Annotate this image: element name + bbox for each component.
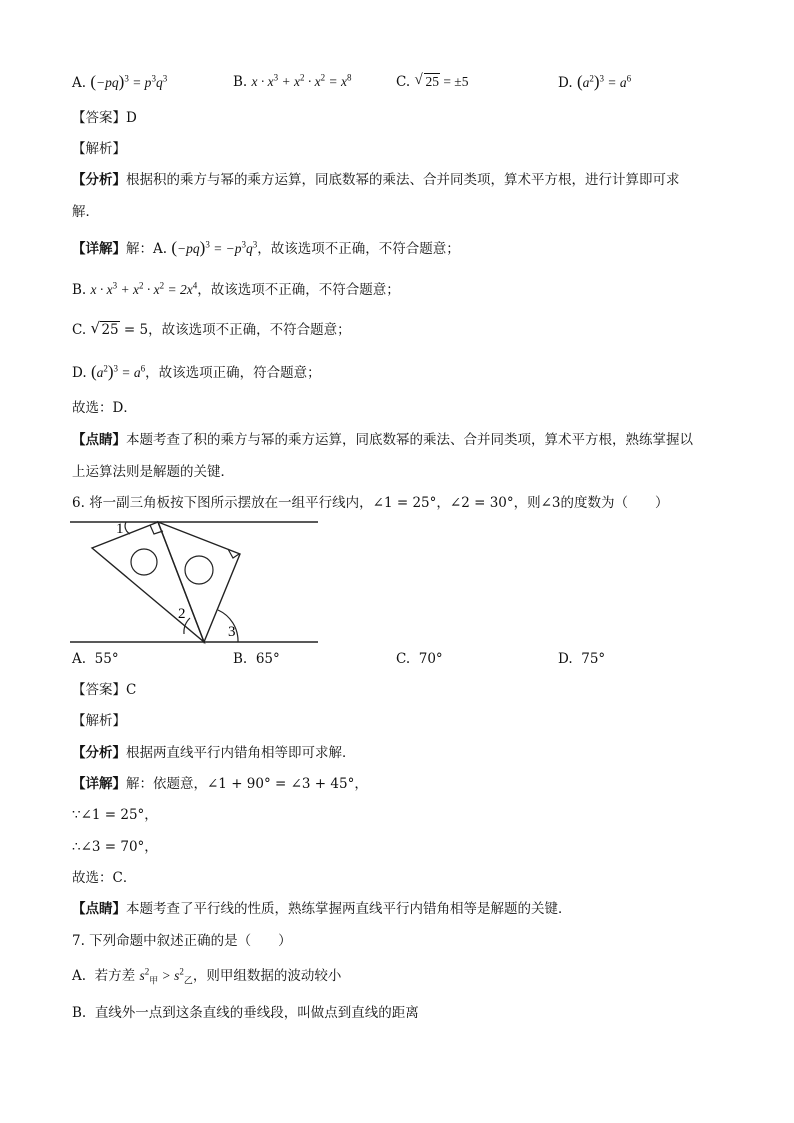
q6-dianjing-text: 本题考查了平行线的性质，熟练掌握两直线平行内错角相等是解题的关键． [126,901,572,917]
q6-fenxi [72,743,356,763]
q5-answer: 【答案】D [72,110,137,126]
q6-option-b-value: 65° [255,651,280,667]
q7-option-a-text2: ，则甲组数据的波动较小 [192,968,342,984]
angle2-label: 2 [178,606,186,622]
q5-dianjing-line1 [72,430,693,450]
q6-option-c [396,649,443,669]
q6-option-b [233,649,280,669]
q5-option-d-label: D. [558,75,573,91]
q5-option-d [558,72,631,93]
q5-xiangjie-d-label: D. [72,365,87,381]
q6-question: 6. 将一副三角板按下图所示摆放在一组平行线内，∠1 = 25°，∠2 = 30°，则∠3的度数为（ ） [72,495,669,511]
q6-analysis-heading: 【解析】 [72,713,126,729]
q6-choose: 故选：C． [72,870,137,886]
q5-option-d-expr: $(a^2)^3 = a^6$ [576,72,632,91]
q7-option-a-sub1: 甲 [149,975,159,986]
angle1-label: 1 [116,521,124,537]
q5-xiangjie-c-label: C. [72,322,87,338]
q6-option-c-value: 70° [418,651,443,667]
q5-xiangjie-b [72,280,400,300]
q5-dianjing-line2: 上运算法则是解题的关键． [72,464,234,480]
q7-option-a-expr: $s^2_甲 > s^2_乙$ [139,966,193,986]
q7-option-a-label: A. [72,968,87,984]
q5-dianjing-text1: 本题考查了积的乘方与幂的乘方运算，同底数幂的乘法、合并同类项，算术平方根，熟练掌握以 [126,432,693,448]
q6-option-a-value: 55° [94,651,119,667]
q5-xiangjie-prefix: 解：A. [126,241,168,257]
q6-figure [70,514,330,648]
q5-fenxi-tag: 【分析】 [72,172,126,188]
q5-option-c-expr: √ 25 = ±5 [414,74,468,89]
q6-xiangjie [72,774,368,794]
q6-fenxi-tag: 【分析】 [72,745,126,761]
q6-option-a-label: A. [72,651,87,667]
q6-option-c-label: C. [396,651,411,667]
q7-option-b-text: 直线外一点到这条直线的垂线段，叫做点到直线的距离 [94,1005,419,1021]
q6-option-d-value: 75° [581,651,606,667]
q5-option-a-label: A. [72,75,87,91]
q5-xiangjie-b-tail: ，故该选项不正确，不符合题意； [197,282,400,298]
q5-analysis-heading: 【解析】 [72,141,126,157]
q5-fenxi-text1: 根据积的乘方与幂的乘方运算，同底数幂的乘法、合并同类项，算术平方根，进行计算即可求 [126,172,680,188]
set-square-hole-right [185,556,213,584]
q7-option-a-sub2: 乙 [183,975,193,986]
angle3-label: 3 [228,624,236,640]
q5-xiangjie-b-expr: $x \cdot x^3 + x^2 \cdot x^2 = 2x^4$ [90,280,198,297]
q5-xiangjie-c-expr: √ 25 = 5 [90,322,148,338]
q5-option-c [396,72,468,92]
q6-option-a [72,649,119,669]
q5-choose: 故选：D． [72,400,137,416]
q7-option-b [72,1003,419,1023]
q5-xiangjie-d-expr: $(a^2)^3 = a^6$ [90,362,146,381]
q7-question: 7. 下列命题中叙述正确的是（ ） [72,933,292,949]
q5-option-b-expr: $x \cdot x^3 + x^2 \cdot x^2 = x^8$ [251,72,352,89]
q5-xiangjie-tag: 【详解】 [72,241,126,257]
q6-dianjing-tag: 【点睛】 [72,901,126,917]
q5-option-c-label: C. [396,74,411,90]
q7-option-b-label: B. [72,1005,87,1021]
q5-xiangjie-c [72,320,351,340]
q6-xiangjie-tag: 【详解】 [72,776,126,792]
q6-dianjing [72,899,572,919]
q5-xiangjie-d-tail: ，故该选项正确，符合题意； [145,365,321,381]
q6-fenxi-text: 根据两直线平行内错角相等即可求解． [126,745,356,761]
q5-option-a-expr: $(-pq)^3 = p^3q^3$ [90,72,168,91]
q6-option-d [558,649,605,669]
q5-fenxi-line1 [72,170,680,190]
q5-xiangjie-c-tail: ，故该选项不正确，不符合题意； [148,322,351,338]
q6-option-d-label: D. [558,651,573,667]
set-square-hole-left [131,549,157,575]
q5-option-b-label: B. [233,74,248,90]
q5-xiangjie-a-tail: ，故该选项不正确，不符合题意； [257,241,460,257]
q6-answer: 【答案】C [72,682,137,698]
q7-option-a-text1: 若方差 [94,968,136,984]
q5-xiangjie-b-label: B. [72,282,87,298]
q7-option-a [72,966,341,986]
q5-fenxi-line2: 解． [72,204,99,220]
q5-dianjing-tag: 【点睛】 [72,432,126,448]
q5-xiangjie-a [72,238,460,259]
set-square-45 [92,522,204,642]
q6-step1: ∵∠1 = 25°， [72,807,158,823]
q5-xiangjie-d [72,362,321,383]
q6-option-b-label: B. [233,651,248,667]
q6-step2: ∴∠3 = 70°， [72,839,158,855]
angle1-arc [125,522,130,534]
q5-option-a [72,72,167,93]
q6-xiangjie-text: 解：依题意，∠1 + 90° = ∠3 + 45°， [126,776,368,792]
q5-xiangjie-a-expr: $(-pq)^3 = -p^3q^3$ [171,238,258,257]
q5-option-b [233,72,351,92]
